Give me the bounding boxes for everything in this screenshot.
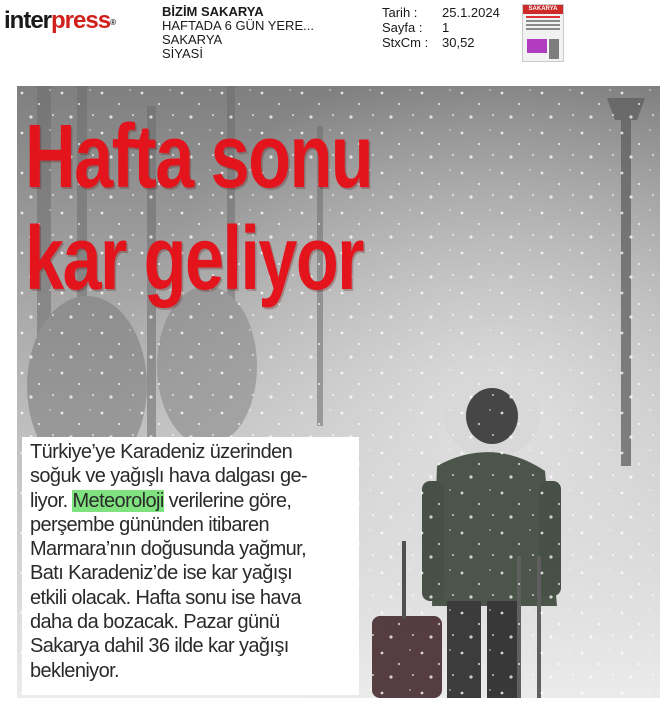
registered-mark: ®: [110, 18, 116, 27]
body-text: soğuk ve yağışlı hava dalgası ge-: [30, 465, 308, 488]
publication-name: BİZİM SAKARYA: [162, 4, 264, 19]
body-line: [30, 537, 355, 561]
meta-value: 1: [442, 20, 450, 35]
body-line: [30, 634, 355, 658]
thumbnail-picture: [527, 39, 547, 53]
body-text: Sakarya dahil 36 ilde kar yağışı: [30, 635, 289, 658]
thumbnail-masthead: SAKARYA: [523, 5, 563, 14]
clipping-meta: [382, 5, 500, 50]
meta-value: 30,52: [442, 35, 475, 50]
thumbnail-line: [526, 20, 560, 22]
body-text: bekleniyor.: [30, 659, 120, 682]
body-line: [30, 513, 355, 537]
body-line: [30, 464, 355, 488]
body-line: [30, 610, 355, 634]
clipping-region: SAKARYA: [162, 32, 223, 47]
thumbnail-line: [526, 24, 560, 26]
body-text: Türkiye’ye Karadeniz üzerinden: [30, 441, 293, 463]
meta-row-date: [382, 5, 500, 20]
body-text: Batı Karadeniz’de ise kar yağışı: [30, 562, 293, 585]
body-text: perşembe gününden itibaren: [30, 513, 270, 536]
body-line: [30, 561, 355, 585]
meta-row-stxcm: [382, 35, 500, 50]
clipping-category: SİYASİ: [162, 46, 203, 61]
body-text: verilerine göre,: [163, 489, 292, 512]
thumbnail-line: [526, 16, 560, 18]
thumbnail-picture: [549, 39, 559, 59]
headline-line: kar geliyor: [25, 209, 363, 309]
body-text: daha da bozacak. Pazar günü: [30, 611, 280, 634]
body-line: [30, 659, 355, 683]
body-text: etkili olacak. Hafta sonu ise hava: [30, 586, 301, 609]
clipping-info: [162, 5, 314, 61]
body-text: liyor.: [30, 489, 73, 512]
meta-label: Sayfa :: [382, 20, 423, 35]
newspaper-page-thumbnail[interactable]: [522, 4, 564, 62]
body-line: [30, 489, 355, 513]
body-line: [30, 586, 355, 610]
headline-line: Hafta sonu: [25, 107, 373, 207]
logo-part-inter: inter: [4, 7, 52, 34]
body-line: [30, 440, 355, 464]
meta-label: StxCm :: [382, 35, 429, 50]
clipping-headline: HAFTADA 6 GÜN YERE...: [162, 18, 314, 33]
thumbnail-line: [526, 28, 560, 30]
interpress-logo: [4, 8, 116, 34]
article-body: [22, 437, 359, 695]
meta-label: Tarih :: [382, 5, 418, 20]
body-text: Marmara’nın doğusunda yağmur,: [30, 538, 307, 561]
meta-value: 25.1.2024: [442, 5, 500, 20]
body-paragraph: [30, 440, 355, 683]
logo-part-press: press: [51, 7, 111, 34]
highlighted-keyword: Meteoroloji: [72, 489, 164, 512]
meta-row-page: [382, 20, 500, 35]
article-headline: [25, 106, 372, 310]
